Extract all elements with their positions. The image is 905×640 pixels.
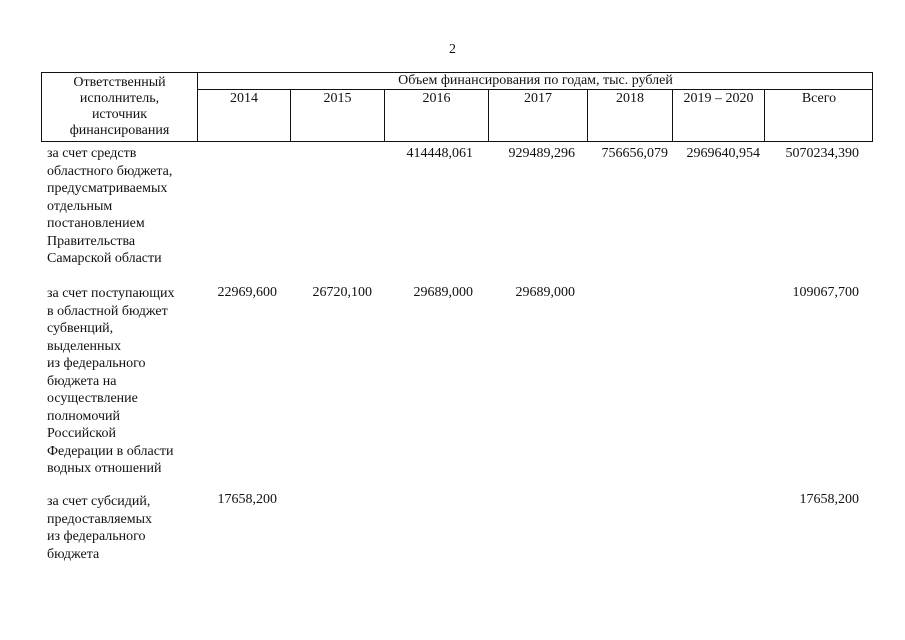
responsible-executor-header: Ответственный исполнитель, источник финансирования (69, 75, 170, 138)
row-value-2014: 17658,200 (217, 492, 277, 507)
row-value-2019-2020: 2969640,954 (686, 146, 760, 161)
total-header: Всего (801, 91, 837, 106)
row-source-label: за счет средств областного бюджета, предусматриваемых отдельным постановлением Правительства Самарской области (47, 146, 173, 266)
row-value-2016: 414448,061 (406, 146, 473, 161)
row-value-2017: 929489,296 (508, 146, 575, 161)
row-value-2017: 29689,000 (515, 285, 575, 300)
row-value-2016: 29689,000 (413, 285, 473, 300)
row-value-total: 5070234,390 (785, 146, 859, 161)
header-divider (197, 89, 872, 90)
row-value-total: 17658,200 (799, 492, 859, 507)
row-source-label: за счет поступающих в областной бюджет субвенций, выделенных из федерального бюджета на осуществление полномочий Российской Федерации в области водных отношений (47, 286, 175, 476)
financing-table-header (41, 72, 873, 142)
year-header-2016: 2016 (422, 91, 451, 106)
row-value-total: 109067,700 (792, 285, 859, 300)
year-header-2015: 2015 (323, 91, 352, 106)
page-number: 2 (449, 42, 456, 57)
row-value-2018: 756656,079 (601, 146, 668, 161)
row-value-2014: 22969,600 (217, 285, 277, 300)
year-header-2014: 2014 (230, 91, 258, 106)
financing-volume-header: Объем финансирования по годам, тыс. рублей (398, 73, 673, 88)
row-source-label: за счет субсидий, предоставляемых из федерального бюджета (47, 494, 153, 562)
year-header-2017: 2017 (524, 91, 552, 106)
row-value-2015: 26720,100 (312, 285, 372, 300)
year-header-2018: 2018 (616, 91, 644, 106)
year-header-2019-2020: 2019 – 2020 (683, 91, 754, 106)
